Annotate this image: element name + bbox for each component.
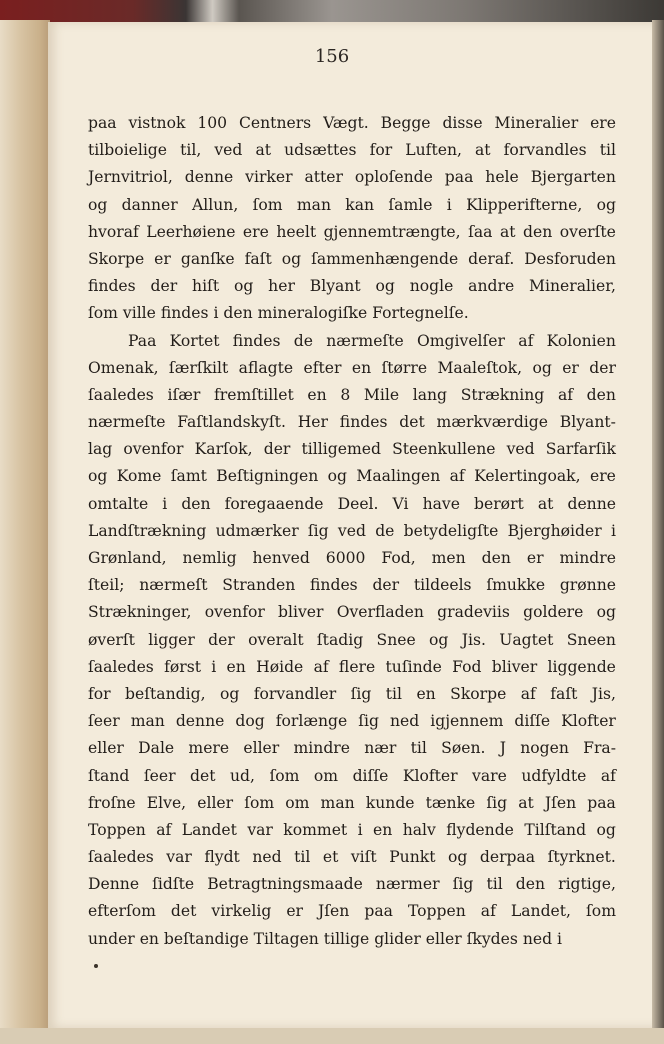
page-right-edge (652, 20, 664, 1044)
text-line: Toppen af Landet var kommet i en halv flydende Tilſtand og (88, 820, 616, 839)
text-line: for beſtandig, og forvandler ſig til en Skorpe af faſt Jis, (88, 684, 616, 703)
text-line: ſteil; nærmeſt Stranden findes der tildeels ſmukke grønne (88, 576, 616, 595)
bottom-edge (0, 1028, 664, 1044)
text-line: Grønland, nemlig henved 6000 Fod, men den er mindre (88, 549, 616, 567)
text-line: Jernvitriol, denne virker atter oploſende paa hele Bjergarten (88, 168, 616, 187)
text-line: Strækninger, ovenfor bliver Overfladen gradeviis goldere og (88, 603, 616, 622)
text-line: ſom ville findes i den mineralogiſke Fortegnelſe. (88, 304, 469, 323)
text-line: Landſtrækning udmærker ſig ved de betydeligſte Bjerghøider i (88, 521, 616, 540)
text-line: og danner Allun, ſom man kan ſamle i Klipperifterne, og (88, 195, 616, 214)
text-line: og Kome ſamt Beſtigningen og Maalingen af Kelertingoak, ere (88, 467, 616, 486)
text-line: Paa Kortet findes de nærmeſte Omgivelſer af Kolonien (128, 331, 616, 350)
text-line: under en beſtandige Tiltagen tillige glider eller ſkydes ned i (88, 929, 563, 948)
book-spine-edge (0, 20, 50, 1044)
text-line: paa vistnok 100 Centners Vægt. Begge disse Mineralier ere (88, 114, 616, 132)
text-line: ſtand ſeer det ud, ſom om diſſe Klofter vare udfyldte af (88, 766, 616, 785)
text-line: Omenak, ſærſkilt aflagte efter en ſtørre Maaleſtok, og er der (88, 358, 616, 377)
text-line: findes der hiſt og her Blyant og nogle andre Mineralier, (88, 277, 616, 296)
body-text (88, 110, 616, 953)
text-line: ſaaledes var flydt ned til et viſt Punkt og derpaa ſtyrknet. (88, 848, 616, 867)
text-line: lag ovenfor Karſok, der tilligemed Steenkullene ved Sarfarſik (88, 440, 616, 459)
text-line: efterſom det virkelig er Jſen paa Toppen af Landet, ſom (88, 902, 616, 921)
text-line: ſaaledes først i en Høide af flere tuſinde Fod bliver liggende (88, 657, 616, 676)
text-line: nærmeſte Faſtlandskyſt. Her findes det mærkværdige Blyant- (88, 413, 616, 432)
text-line: Denne ſidſte Betragtningsmaade nærmer ſig til den rigtige, (88, 875, 616, 894)
text-line: tilboielige til, ved at udsættes for Luften, at forvandles til (88, 141, 616, 160)
text-line: froſne Elve, eller ſom om man kunde tænke ſig at Jſen paa (88, 793, 616, 812)
ink-speck (94, 964, 98, 968)
text-line: omtalte i den foregaaende Deel. Vi have berørt at denne (88, 494, 616, 513)
text-line: øverſt ligger der overalt ſtadig Snee og Jis. Uagtet Sneen (88, 630, 616, 649)
text-line: Skorpe er ganſke faſt og ſammenhængende deraf. Desforuden (88, 249, 616, 268)
page-number: 156 (314, 46, 350, 67)
text-line: eller Dale mere eller mindre nær til Søen. J nogen Fra- (88, 739, 616, 758)
text-line: ſaaledes iſær fremſtillet en 8 Mile lang Strækning af den (88, 385, 616, 404)
text-line: hvoraf Leerhøiene ere heelt gjennemtrængte, ſaa at den overſte (88, 222, 616, 241)
text-line: ſeer man denne dog forlænge ſig ned igjennem diſſe Klofter (88, 712, 616, 731)
